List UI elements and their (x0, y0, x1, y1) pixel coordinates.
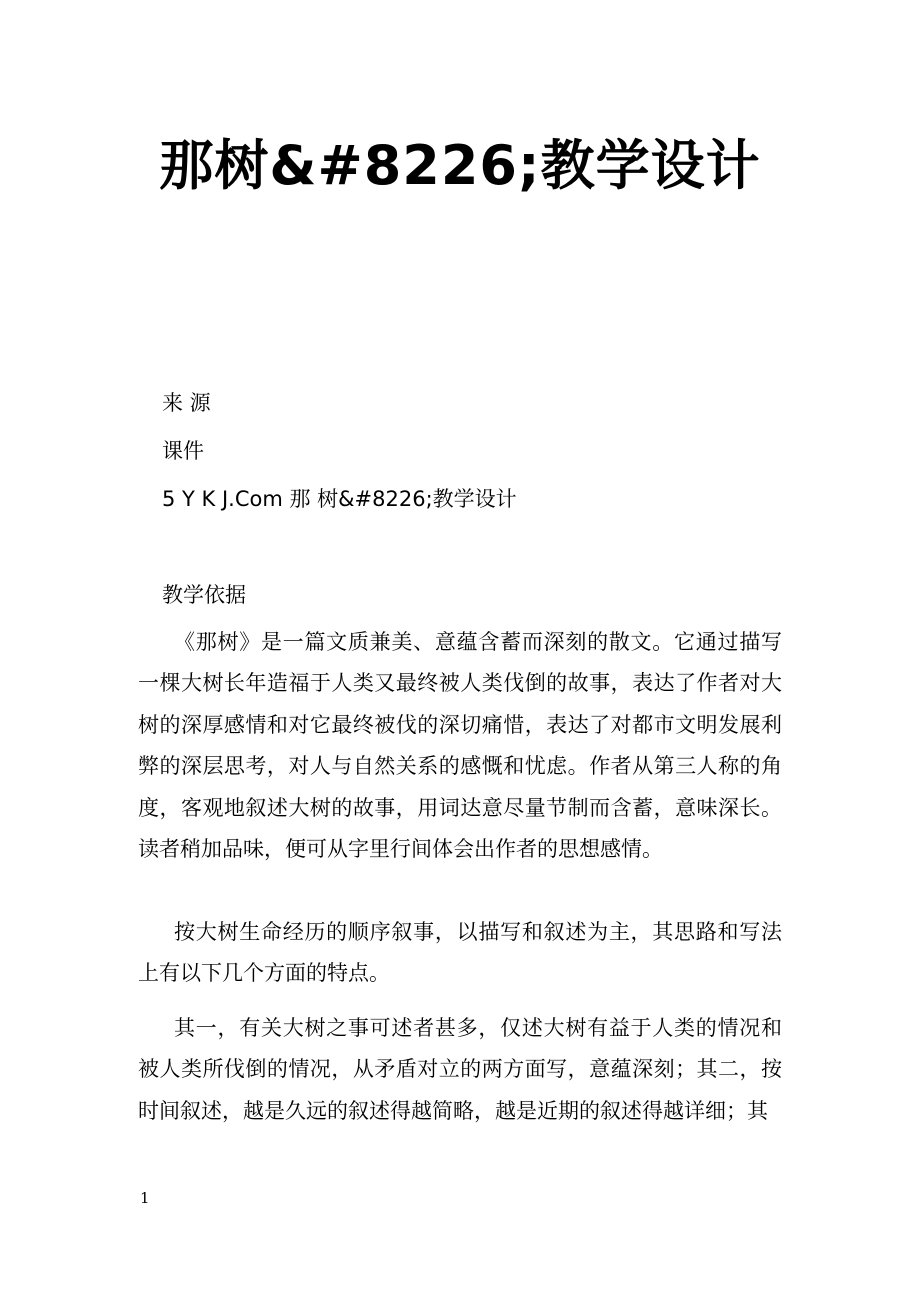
document-title: 那树&#8226;教学设计 (159, 134, 761, 197)
source-label: 来 源 (162, 391, 211, 415)
section-heading: 教学依据 (162, 583, 246, 607)
paragraph-structure: 按大树生命经历的顺序叙事，以描写和叙述为主，其思路和写法上有以下几个方面的特点。 (138, 920, 782, 986)
paragraph-features: 其一，有关大树之事可述者甚多，仅述大树有益于人类的情况和被人类所伐倒的情况，从矛盾对立的两方面写，意蕴深刻；其二，按时间叙述，越是久远的叙述得越简略，越是近期的叙述得越详细；其 (138, 1016, 782, 1123)
origin-line: 5 Y K J.Com 那 树&#8226;教学设计 (162, 487, 517, 511)
category-label: 课件 (162, 439, 204, 463)
page-number: 1 (140, 1189, 150, 1207)
paragraph-intro: 《那树》是一篇文质兼美、意蕴含蓄而深刻的散文。它通过描写一棵大树长年造福于人类又最终被人类伐倒的故事，表达了作者对大树的深厚感情和对它最终被伐的深切痛惜，表达了对都市文明发展利弊的深层思考，对人与自然关系的感慨和忧虑。作者从第三人称的角度，客观地叙述大树的故事，用词达意尽量节制而含蓄，意味深长。读者稍加品味，便可从字里行间体会出作者的思想感情。 (138, 630, 782, 862)
